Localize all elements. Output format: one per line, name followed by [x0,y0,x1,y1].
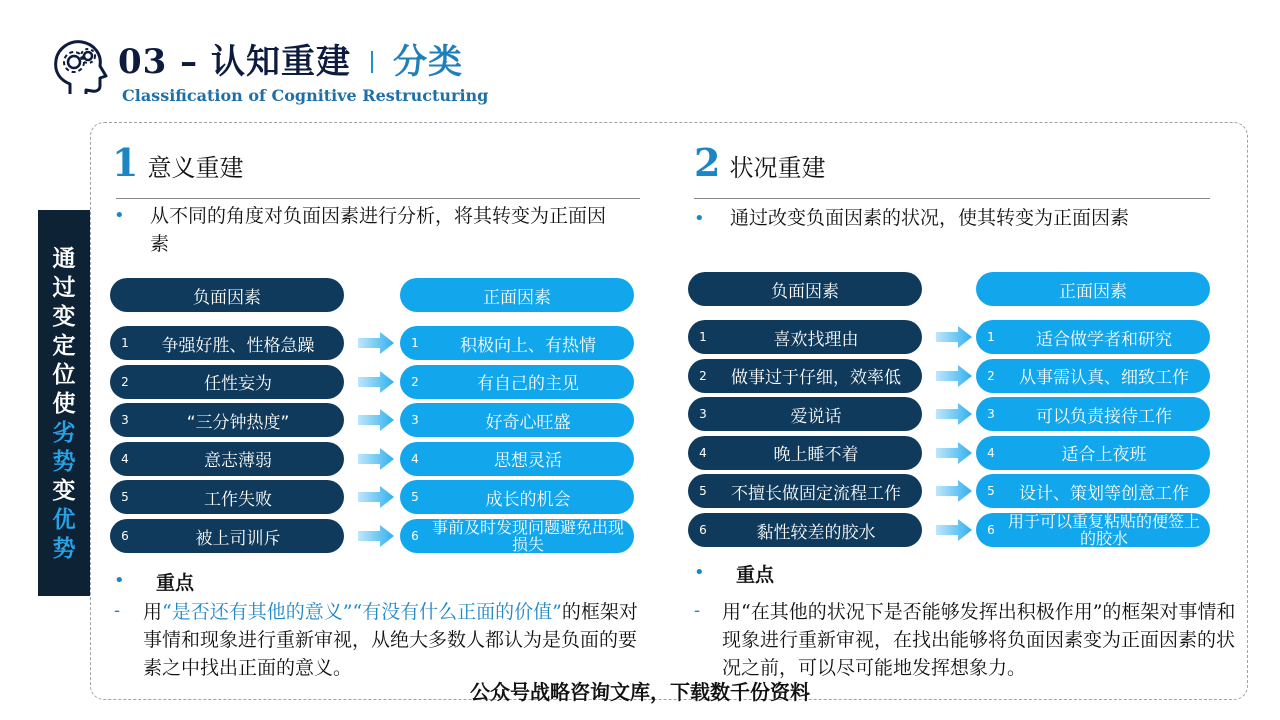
right-arrow-icon [936,365,972,387]
right-section-number: 2 [694,140,721,185]
item-number: 1 [121,336,129,350]
left-key-rest: 的框架对事情和现象进行重新审视，从绝大多数人都认为是负面的要素之中找出正面的意义。 [143,601,638,679]
item-number: 3 [987,407,995,422]
item-number: 4 [411,451,419,466]
item-number: 1 [699,330,707,344]
side-banner-char: 势 [52,448,76,475]
item-number: 2 [121,374,129,389]
side-banner-char: 通 [52,245,76,272]
left-positive-item [400,519,634,553]
item-label: 做事过于仔细，效率低 [731,368,901,389]
side-banner-char: 使 [52,390,76,417]
right-arrow-icon [936,403,972,425]
right-negative-item [688,320,922,354]
right-arrow-icon [358,448,394,470]
left-bullet-dot: • [114,205,125,226]
left-negative-header-label: 负面因素 [193,287,261,308]
item-number: 6 [411,529,419,543]
item-number: 2 [699,368,707,383]
right-positive-item [976,436,1210,470]
right-key-bullet: • [694,562,705,583]
item-label: 适合上夜班 [1061,445,1147,466]
right-arrow-icon [358,525,394,547]
side-banner-char: 定 [52,332,76,359]
item-label: 事前及时发现问题避免出现损失 [431,518,624,554]
right-positive-item [976,474,1210,508]
page-title [118,34,463,83]
item-label: 用于可以重复粘贴的便签上的胶水 [1007,512,1200,548]
right-section-name: 状况重建 [729,154,826,182]
left-negative-item [110,442,344,476]
right-arrow-icon [936,480,972,502]
right-negative-item [688,359,922,393]
right-positive-item [976,397,1210,431]
right-key-label: 重点 [736,564,775,586]
left-key-prefix: 用 [143,601,163,623]
right-negative-item [688,513,922,547]
left-key-label: 重点 [156,572,195,594]
item-label: 不擅长做固定流程工作 [731,483,901,504]
left-negative-item [110,365,344,399]
item-label: 爱说话 [790,406,842,427]
left-positive-item [400,365,634,399]
item-number: 5 [699,484,707,499]
item-label: 争强好胜、性格急躁 [161,335,315,356]
right-arrow-icon [936,519,972,541]
item-number: 4 [121,451,129,466]
left-negative-header [110,278,344,312]
item-label: 任性妄为 [204,374,272,395]
item-number: 6 [987,523,995,537]
right-positive-item [976,320,1210,354]
left-positive-item [400,480,634,514]
right-arrow-icon [358,371,394,393]
item-label: “三分钟热度” [186,412,290,433]
item-label: 从事需认真、细致工作 [1019,368,1189,389]
left-positive-header-label: 正面因素 [483,287,551,308]
title-category: 分类 [393,42,463,82]
item-number: 5 [121,490,129,505]
item-number: 4 [987,445,995,460]
item-number: 6 [699,523,707,537]
side-banner-char: 优 [52,506,76,533]
left-negative-item [110,519,344,553]
title-prefix: 03 – 认知重建 [118,42,351,82]
page-subtitle: Classification of Cognitive Restructuring [122,86,489,105]
item-number: 3 [121,413,129,428]
side-banner-char: 变 [52,303,76,330]
item-number: 5 [987,484,995,499]
right-bullet-text: 通过改变负面因素的状况，使其转变为正面因素 [730,207,1130,229]
item-label: 意志薄弱 [204,451,272,472]
left-key-dash: - [114,600,121,621]
item-label: 晚上睡不着 [773,445,859,466]
right-key-text: 用“在其他的状况下是否能够发挥出积极作用”的框架对事情和现象进行重新审视，在找出能够将负面因素变为正面因素的状况之前，可以尽可能地发挥想象力。 [722,601,1236,679]
left-positive-item [400,442,634,476]
left-negative-item [110,480,344,514]
left-key-text [143,598,653,682]
item-label: 工作失败 [204,489,272,510]
right-positive-item [976,359,1210,393]
right-negative-item [688,474,922,508]
side-banner-char: 变 [52,477,76,504]
right-bullet-dot: • [694,208,705,229]
head-gears-icon [50,36,112,98]
title-separator [371,51,373,73]
left-divider [116,198,640,199]
side-banner-char: 势 [52,535,76,562]
left-key-highlight-2: “有没有什么正面的价值” [352,601,562,623]
right-key-dash: - [694,600,701,621]
left-section-number: 1 [112,140,139,185]
right-arrow-icon [358,409,394,431]
item-label: 喜欢找理由 [773,329,859,350]
side-banner-char: 位 [52,361,76,388]
left-bullet-text: 从不同的角度对负面因素进行分析，将其转变为正面因素 [150,205,607,255]
item-number: 4 [699,445,707,460]
side-banner-char: 过 [52,274,76,301]
right-negative-item [688,436,922,470]
item-label: 黏性较差的胶水 [756,522,876,543]
left-key-highlight-1: “是否还有其他的意义” [162,601,353,623]
right-positive-item [976,513,1210,547]
left-positive-header [400,278,634,312]
left-section-heading [112,140,244,185]
item-label: 被上司训斥 [195,528,281,549]
item-label: 成长的机会 [485,489,571,510]
right-arrow-icon [936,442,972,464]
item-number: 1 [411,336,419,350]
item-label: 可以负责接待工作 [1036,406,1172,427]
right-section-heading [694,140,826,185]
side-banner-char: 劣 [52,419,76,446]
right-negative-header [688,272,922,306]
right-arrow-icon [358,486,394,508]
item-label: 设计、策划等创意工作 [1019,483,1189,504]
item-number: 1 [987,330,995,344]
right-negative-header-label: 负面因素 [771,281,839,302]
right-arrow-icon [358,332,394,354]
item-label: 积极向上、有热情 [460,335,596,356]
right-positive-header [976,272,1210,306]
left-negative-item [110,326,344,360]
item-number: 3 [411,413,419,428]
side-banner [38,210,90,596]
footer-text: 公众号战略咨询文库，下载数千份资料 [470,680,810,704]
item-number: 3 [699,407,707,422]
left-negative-item [110,403,344,437]
item-number: 2 [987,368,995,383]
right-negative-item [688,397,922,431]
left-positive-item [400,403,634,437]
item-number: 5 [411,490,419,505]
item-label: 适合做学者和研究 [1036,329,1172,350]
right-divider [694,198,1210,199]
item-label: 有自己的主见 [477,374,579,395]
item-label: 思想灵活 [494,451,562,472]
item-number: 2 [411,374,419,389]
right-positive-header-label: 正面因素 [1059,281,1127,302]
item-number: 6 [121,529,129,543]
left-positive-item [400,326,634,360]
item-label: 好奇心旺盛 [485,412,571,433]
left-section-name: 意义重建 [147,154,244,182]
left-key-bullet: • [114,570,125,591]
right-arrow-icon [936,326,972,348]
